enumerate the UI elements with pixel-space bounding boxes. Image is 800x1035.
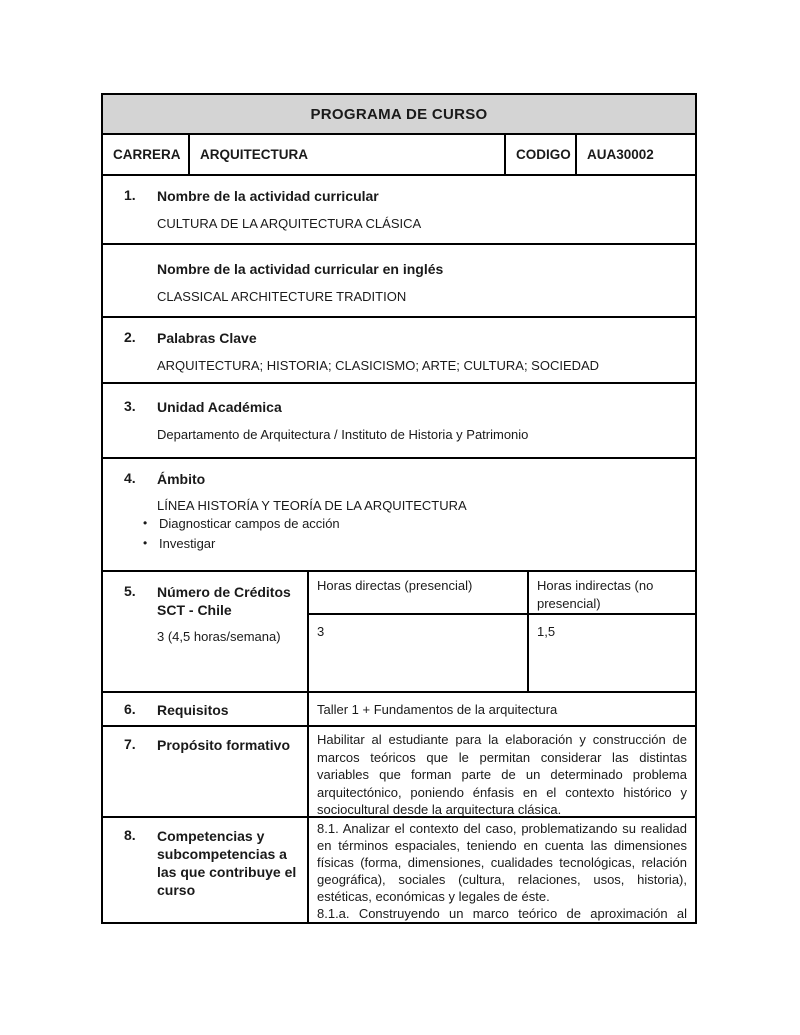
competencias-label-cell <box>103 818 307 922</box>
section-creditos <box>103 570 695 691</box>
requisitos-content-cell: Taller 1 + Fundamentos de la arquitectura <box>307 693 695 725</box>
section-label: Competencias y subcompetencias a las que contribuye el curso <box>157 828 297 898</box>
proposito-content-cell <box>307 727 695 816</box>
codigo-label-cell: CODIGO <box>504 135 575 174</box>
proposito-label-cell <box>103 727 307 816</box>
section-number: 5. <box>124 583 136 599</box>
horas-header-row <box>309 572 695 615</box>
page-title: PROGRAMA DE CURSO <box>310 105 488 123</box>
section-label: Propósito formativo <box>157 737 291 753</box>
section-label: Palabras Clave <box>157 330 257 346</box>
section-number: 2. <box>124 329 136 345</box>
horas-indirectas-header: Horas indirectas (no presencial) <box>527 572 695 613</box>
section-heading <box>103 827 307 899</box>
section-label: Nombre de la actividad curricular en inglés <box>157 261 444 277</box>
table-title-row <box>103 95 695 133</box>
horas-indirectas-value: 1,5 <box>527 615 695 691</box>
section-content: Departamento de Arquitectura / Instituto de Historia y Patrimonio <box>157 427 529 442</box>
section-label: Número de Créditos SCT - Chile <box>157 584 291 618</box>
creditos-label-cell <box>103 572 307 691</box>
competencia-8-1-a: 8.1.a. Construyendo un marco teórico de aproximación al <box>317 906 687 921</box>
carrera-codigo-row <box>103 133 695 174</box>
codigo-value-cell: AUA30002 <box>575 135 695 174</box>
horas-subtable <box>307 572 695 691</box>
section-heading <box>103 470 695 488</box>
section-label: Ámbito <box>157 471 206 487</box>
list-item <box>143 514 695 533</box>
section-label: Nombre de la actividad curricular <box>157 188 379 204</box>
section-requisitos <box>103 691 695 725</box>
section-number: 1. <box>124 187 136 203</box>
creditos-value: 3 (4,5 horas/semana) <box>157 629 281 644</box>
section-content: LÍNEA HISTORÍA Y TEORÍA DE LA ARQUITECTURA <box>157 498 467 513</box>
section-heading <box>103 583 307 619</box>
bullet-icon: • <box>143 516 148 530</box>
section-competencias <box>103 816 695 922</box>
section-number: 3. <box>124 398 136 414</box>
section-content: CLASSICAL ARCHITECTURE TRADITION <box>157 289 407 304</box>
section-number: 6. <box>124 701 136 717</box>
proposito-paragraph: Habilitar al estudiante para la elaboración y construcción de marcos teóricos que le permitan considerar las distintas variables que forman parte de un determinado problema arquitectónico, poniendo énfasis en el contexto histórico y sociocultural desde la arquitectura clásica. <box>317 732 687 816</box>
section-number: 7. <box>124 736 136 752</box>
section-content: CULTURA DE LA ARQUITECTURA CLÁSICA <box>157 216 422 231</box>
list-item-text: Investigar <box>159 536 216 551</box>
competencia-8-1: 8.1. Analizar el contexto del caso, problematizando su realidad en términos espaciales, teniendo en cuenta las dimensiones físicas (forma, dimensiones, cualidades tecnológicas, relación geográfica), sociales (cultura, relaciones, usos, historia), estéticas, económicas y legales de éste. <box>317 821 687 904</box>
section-number-spacer <box>124 260 157 278</box>
section-label: Unidad Académica <box>157 399 282 415</box>
section-heading <box>103 398 695 416</box>
carrera-value-cell: ARQUITECTURA <box>188 135 504 174</box>
section-nombre-ingles <box>103 243 695 316</box>
section-heading <box>103 701 307 719</box>
section-unidad-academica <box>103 382 695 457</box>
section-heading <box>103 187 695 205</box>
section-palabras-clave <box>103 316 695 382</box>
section-label: Requisitos <box>157 702 229 718</box>
section-heading <box>103 260 695 278</box>
horas-directas-value: 3 <box>317 624 325 639</box>
section-number: 4. <box>124 470 136 486</box>
section-ambito <box>103 457 695 570</box>
course-program-table <box>101 93 697 924</box>
requisitos-label-cell <box>103 693 307 725</box>
section-proposito <box>103 725 695 816</box>
section-number: 8. <box>124 827 136 843</box>
bullet-icon: • <box>143 536 148 550</box>
section-content: ARQUITECTURA; HISTORIA; CLASICISMO; ARTE; CULTURA; SOCIEDAD <box>157 358 600 373</box>
list-item <box>143 534 695 553</box>
section-heading <box>103 329 695 347</box>
horas-directas-header: Horas directas (presencial) <box>317 578 473 593</box>
section-heading <box>103 736 307 754</box>
section-nombre-actividad <box>103 174 695 243</box>
carrera-label-cell: CARRERA <box>113 147 181 162</box>
horas-value-row <box>309 615 695 691</box>
list-item-text: Diagnosticar campos de acción <box>159 516 340 531</box>
competencias-content-cell <box>307 818 695 922</box>
